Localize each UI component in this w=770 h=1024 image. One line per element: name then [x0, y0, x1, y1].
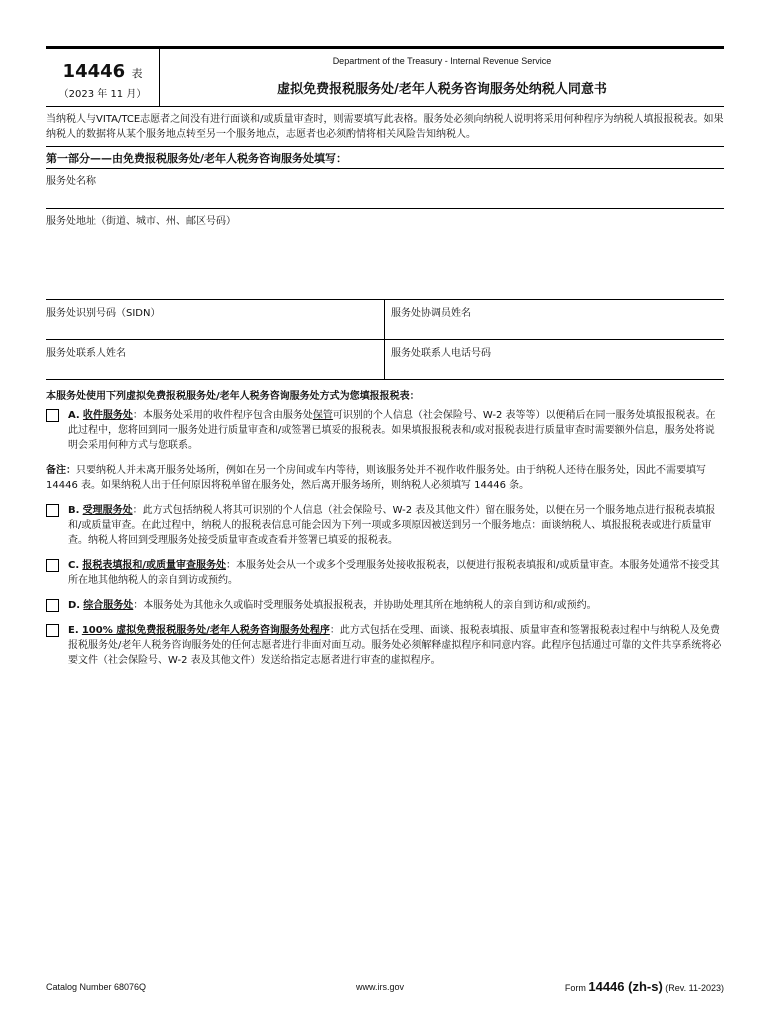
contact-name-field[interactable]: [46, 340, 385, 379]
irs-website: www.irs.gov: [356, 982, 405, 992]
option-e-letter: E.: [68, 625, 79, 636]
option-d-letter: D.: [68, 600, 81, 611]
option-e-name: 100% 虚拟免费报税服务处/老年人税务咨询服务处程序: [81, 625, 330, 636]
option-e-text: ：此方式包括在受理、面谈、报税表填报、质量审查和签署报税表过程中与纳税人及免费报税服务处/老年人税务咨询服务处的任何志愿者进行非面对面互动。服务处必须解释虚拟程序和同意内容。此程序包括通过可靠的文件共享系统将必要文件（社会保险号、W-2 表及其他文件）发送给指定志愿者进行审查的虚拟程序。: [68, 625, 722, 666]
option-c-name: 报税表填报和/或质量审查服务处: [82, 560, 226, 571]
option-b-checkbox[interactable]: [46, 504, 59, 517]
site-name-field[interactable]: [46, 169, 724, 209]
coordinator-label: 服务处协调员姓名: [391, 308, 471, 319]
footer-revision: (Rev. 11-2023): [665, 983, 724, 993]
methods-heading: 本服务处使用下列虚拟免费报税服务处/老年人税务咨询服务处方式为您填报报税表：: [46, 391, 420, 402]
site-address-label: 服务处地址（街道、城市、州、邮区号码）: [46, 216, 236, 227]
sidn-label: 服务处识别号码（SIDN）: [46, 308, 161, 319]
option-a-text-1: ：本服务处采用的收件程序包含由服务处: [132, 410, 313, 421]
contact-row: [46, 340, 724, 380]
catalog-number: Catalog Number 68076Q: [46, 982, 147, 992]
option-a-checkbox[interactable]: [46, 409, 59, 422]
part1-heading: 第一部分——由免费报税服务处/老年人税务咨询服务处填写：: [46, 147, 724, 169]
contact-name-label: 服务处联系人姓名: [46, 348, 126, 359]
option-c: [46, 558, 724, 588]
note: [46, 463, 724, 493]
form-date: （2023 年 11 月）: [58, 89, 147, 100]
option-d-name: 综合服务处: [83, 600, 134, 611]
note-label: 备注：: [46, 465, 76, 476]
option-a-underlined: 保管: [312, 410, 333, 421]
footer-form-label: Form: [564, 983, 586, 993]
option-a-letter: A.: [68, 410, 80, 421]
form-number-value: 14446: [62, 61, 126, 82]
intro-text: 当纳税人与VITA/TCE志愿者之间没有进行面谈和/或质量审查时，则需要填写此表格。服务处必须向纳税人说明将采用何种程序为纳税人填报报税表。如果纳税人的数据将从某个服务地点转至另一个服务地点，志愿者也必须酌情将相关风险告知纳税人。: [46, 112, 724, 147]
form-title: 虚拟免费报税服务处/老年人税务咨询服务处纳税人同意书: [277, 82, 607, 97]
form-page: [46, 46, 724, 996]
option-e-checkbox[interactable]: [46, 624, 59, 637]
option-c-checkbox[interactable]: [46, 559, 59, 572]
form-id-box: [46, 49, 160, 106]
option-b-name: 受理服务处: [82, 505, 133, 516]
footer-form-number: 14446 (zh-s): [588, 979, 663, 994]
contact-phone-label: 服务处联系人电话号码: [391, 348, 491, 359]
sidn-coordinator-row: [46, 300, 724, 340]
form-number: [46, 61, 159, 82]
option-d: [46, 598, 724, 613]
option-b-text: ：此方式包括纳税人将其可识别的个人信息（社会保险号、W-2 表及其他文件）留在服务处，以便在另一个服务地点进行报税表填报和/或质量审查。在此过程中，纳税人的报税表信息可能会因为下列一项或多项原因被送到另一个服务地点：面谈纳税人、填报报税表或进行质量审查。纳税人将回到受理服务处接受质量审查或查看并签署已填妥的报税表。: [68, 505, 716, 546]
option-c-letter: C.: [68, 560, 80, 571]
form-header: [46, 46, 724, 107]
option-d-text: ：本服务处为其他永久或临时受理服务处填报报税表，并协助处理其所在地纳税人的亲自到访和/或预约。: [133, 600, 597, 611]
option-e: [46, 623, 724, 668]
site-address-field[interactable]: [46, 209, 724, 300]
footer-form-id: [565, 979, 724, 994]
form-title-box: [160, 49, 724, 97]
option-a: [46, 408, 724, 453]
option-c-text: ：本服务处会从一个或多个受理服务处接收报税表，以便进行报税表填报和/或质量审查。本服务处通常不接受其所在地其他纳税人的亲自到访或预约。: [68, 560, 720, 586]
agency-name: Department of the Treasury - Internal Revenue Service: [332, 56, 552, 66]
option-a-text-2: 可识别的个人信息（社会保险号、W-2 表等等）以便稍后在同一服务处填报报税表。在此过程中，您将回到同一服务处进行质量审查和/或签署已填妥的报税表。如果填报报税表和/或对报税表进行质量审查时需要额外信息，服务处将说明会采用何种方式与您联系。: [68, 410, 716, 451]
sidn-field[interactable]: [46, 300, 385, 339]
option-d-checkbox[interactable]: [46, 599, 59, 612]
form-suffix: 表: [131, 67, 143, 80]
option-a-name: 收件服务处: [82, 410, 133, 421]
site-name-label: 服务处名称: [46, 176, 96, 187]
option-b-letter: B.: [68, 505, 80, 516]
option-b: [46, 503, 724, 548]
note-text: 只要纳税人并未离开服务处场所，例如在另一个房间或车内等待，则该服务处并不视作收件服务处。由于纳税人还待在服务处，因此不需要填写 14446 表。如果纳税人出于任何原因将税单留在服务处，然后离开服务场所，则纳税人必须填写 14446 条。: [46, 465, 706, 491]
